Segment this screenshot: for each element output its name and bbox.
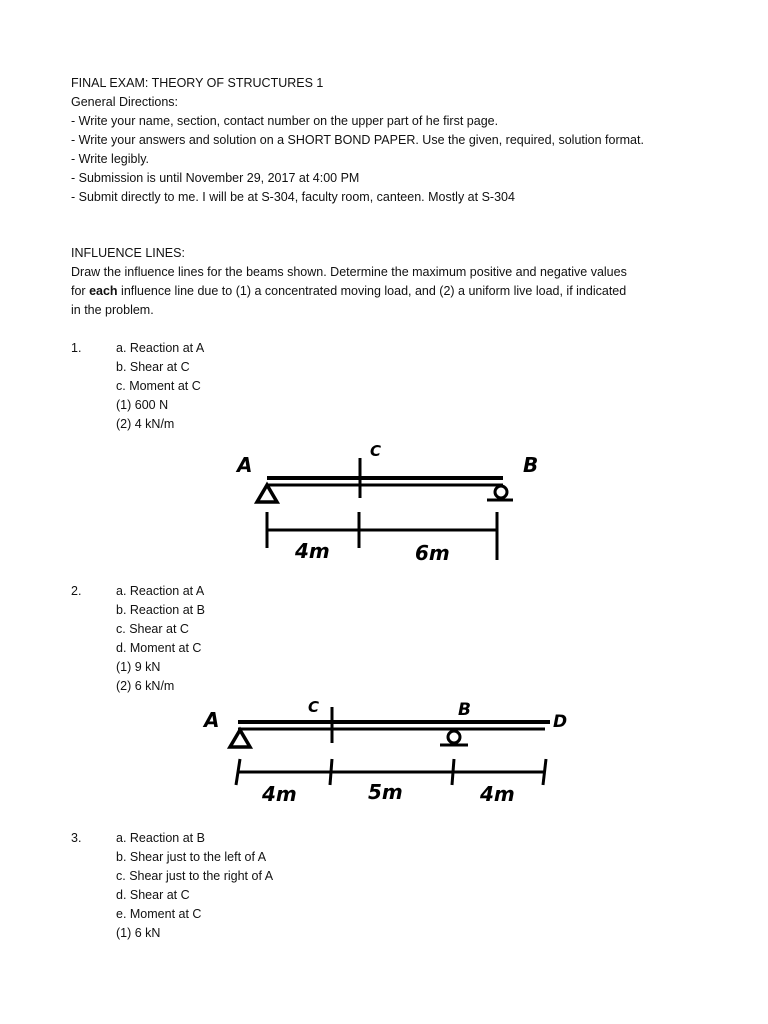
problem-item: a. Reaction at B <box>116 831 205 845</box>
problem-item: (2) 4 kN/m <box>116 417 175 431</box>
dim-label: 4m <box>295 539 330 563</box>
label-c: C <box>370 442 382 460</box>
problem-item: b. Shear just to the left of A <box>116 850 267 864</box>
problem-item: b. Reaction at B <box>116 603 205 617</box>
exam-title: FINAL EXAM: THEORY OF STRUCTURES 1 <box>71 76 324 90</box>
direction-item: - Write legibly. <box>71 152 150 166</box>
section-heading: INFLUENCE LINES: <box>71 246 185 260</box>
dim-label: 6m <box>415 541 450 565</box>
label-c: C <box>308 698 320 716</box>
beam-figure-1 <box>225 440 555 575</box>
problem-item: a. Reaction at A <box>116 584 205 598</box>
problem-item: (1) 9 kN <box>116 660 161 674</box>
section-intro: in the problem. <box>71 303 154 317</box>
problem-item: c. Shear just to the right of A <box>116 869 274 883</box>
problem-item: c. Shear at C <box>116 622 189 636</box>
pin-support-icon <box>257 485 277 502</box>
dim-label: 4m <box>262 782 297 806</box>
problem-item: d. Moment at C <box>116 641 202 655</box>
problem-number: 2. <box>71 584 82 598</box>
direction-item: - Write your answers and solution on a SHORT BOND PAPER. Use the given, required, solution format. <box>71 133 644 147</box>
pin-support-icon <box>230 730 250 747</box>
roller-support-icon <box>448 731 460 743</box>
dim-label: 4m <box>480 782 515 806</box>
section-intro: Draw the influence lines for the beams shown. Determine the maximum positive and negative values <box>71 265 627 279</box>
problem-item: e. Moment at C <box>116 907 202 921</box>
problem-item: (1) 600 N <box>116 398 169 412</box>
label-d: D <box>553 712 568 732</box>
problem-item: (1) 6 kN <box>116 926 161 940</box>
problem-number: 3. <box>71 831 82 845</box>
roller-support-icon <box>495 486 507 498</box>
problem-item: b. Shear at C <box>116 360 190 374</box>
problem-item: a. Reaction at A <box>116 341 205 355</box>
problem-item: d. Shear at C <box>116 888 190 902</box>
problem-item: (2) 6 kN/m <box>116 679 175 693</box>
label-a: A <box>204 708 220 732</box>
problem-number: 1. <box>71 341 82 355</box>
directions-heading: General Directions: <box>71 95 178 109</box>
section-intro: for each influence line due to (1) a concentrated moving load, and (2) a uniform live load, if indicated <box>71 284 627 298</box>
direction-item: - Submission is until November 29, 2017 at 4:00 PM <box>71 171 360 185</box>
label-b: B <box>523 453 539 477</box>
problem-item: c. Moment at C <box>116 379 201 393</box>
label-a: A <box>237 453 253 477</box>
direction-item: - Submit directly to me. I will be at S-304, faculty room, canteen. Mostly at S-304 <box>71 190 515 204</box>
dim-label: 5m <box>368 780 403 804</box>
label-b: B <box>458 700 471 720</box>
beam-figure-2 <box>200 695 580 815</box>
direction-item: - Write your name, section, contact number on the upper part of he first page. <box>71 114 499 128</box>
